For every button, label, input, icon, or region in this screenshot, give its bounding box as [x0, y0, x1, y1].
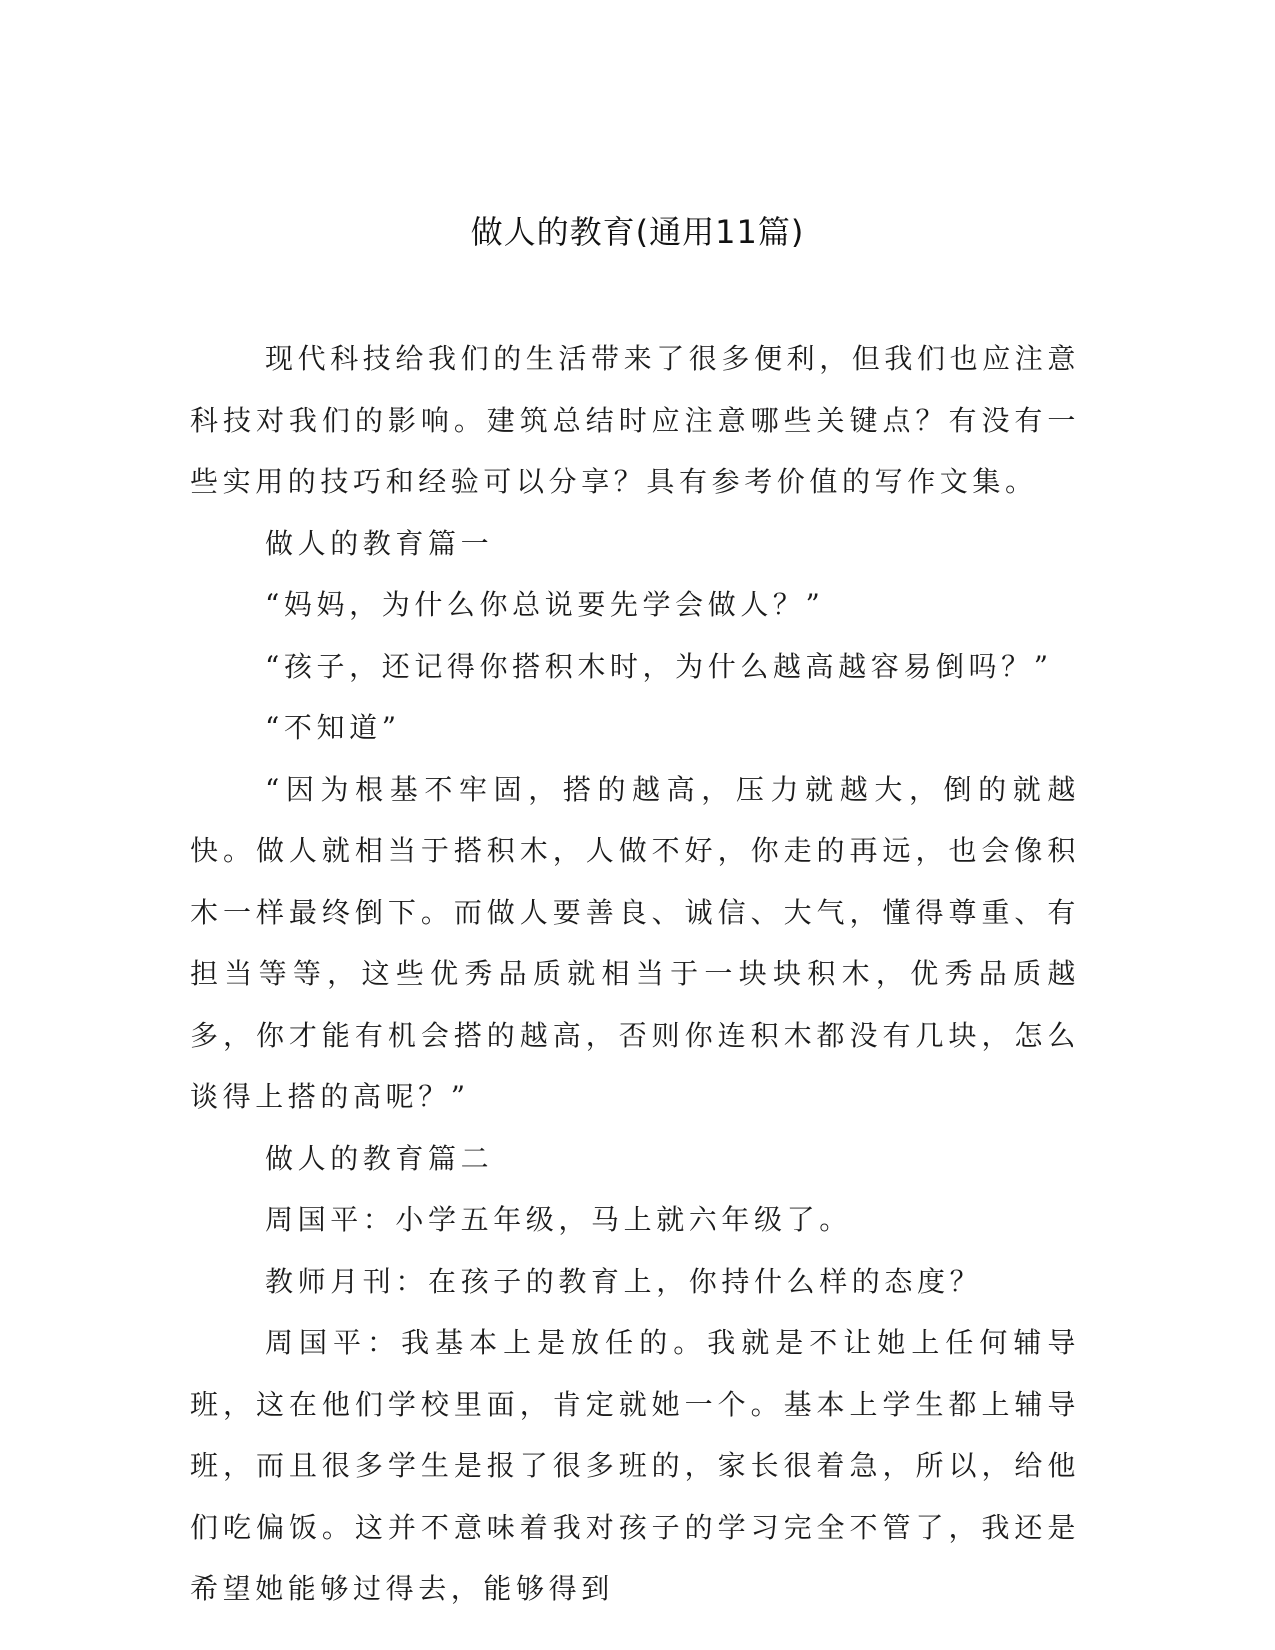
- dialogue-line: “孩子，还记得你搭积木时，为什么越高越容易倒吗？”: [265, 649, 1053, 683]
- dialogue-line: “因为根基不牢固，搭的越高，压力就越大，倒的就越快。做人就相当于搭积木，人做不好，你走的再远，也会像积木一样最终倒下。而做人要善良、诚信、大气，懂得尊重、有担当等等，这些优秀品质就相当于一块块积木，优秀品质越多，你才能有机会搭的越高，否则你连积木都没有几块，怎么谈得上搭的高呢？”: [190, 772, 1080, 1113]
- dialogue-line: “妈妈，为什么你总说要先学会做人？”: [265, 588, 825, 621]
- document-title: 做人的教育(通用11篇): [470, 213, 805, 251]
- interview-line: 周国平：小学五年级，马上就六年级了。: [265, 1203, 852, 1236]
- dialogue-line: “不知道”: [265, 711, 401, 744]
- section-heading-1: 做人的教育篇一: [265, 526, 494, 560]
- interview-line: 周国平：我基本上是放任的。我就是不让她上任何辅导班，这在他们学校里面，肯定就她一个。基本上学生都上辅导班，而且很多学生是报了很多班的，家长很着急，所以，给他们吃偏饭。这并不意味着我对孩子的学习完全不管了，我还是希望她能够过得去，能够得到: [190, 1326, 1080, 1605]
- section-heading-2: 做人的教育篇二: [265, 1141, 494, 1175]
- interview-line: 教师月刊：在孩子的教育上，你持什么样的态度？: [265, 1264, 983, 1298]
- paragraph-intro: 现代科技给我们的生活带来了很多便利，但我们也应注意科技对我们的影响。建筑总结时应注意哪些关键点？有没有一些实用的技巧和经验可以分享？具有参考价值的写作文集。: [190, 342, 1081, 498]
- document-body: [190, 328, 1080, 1620]
